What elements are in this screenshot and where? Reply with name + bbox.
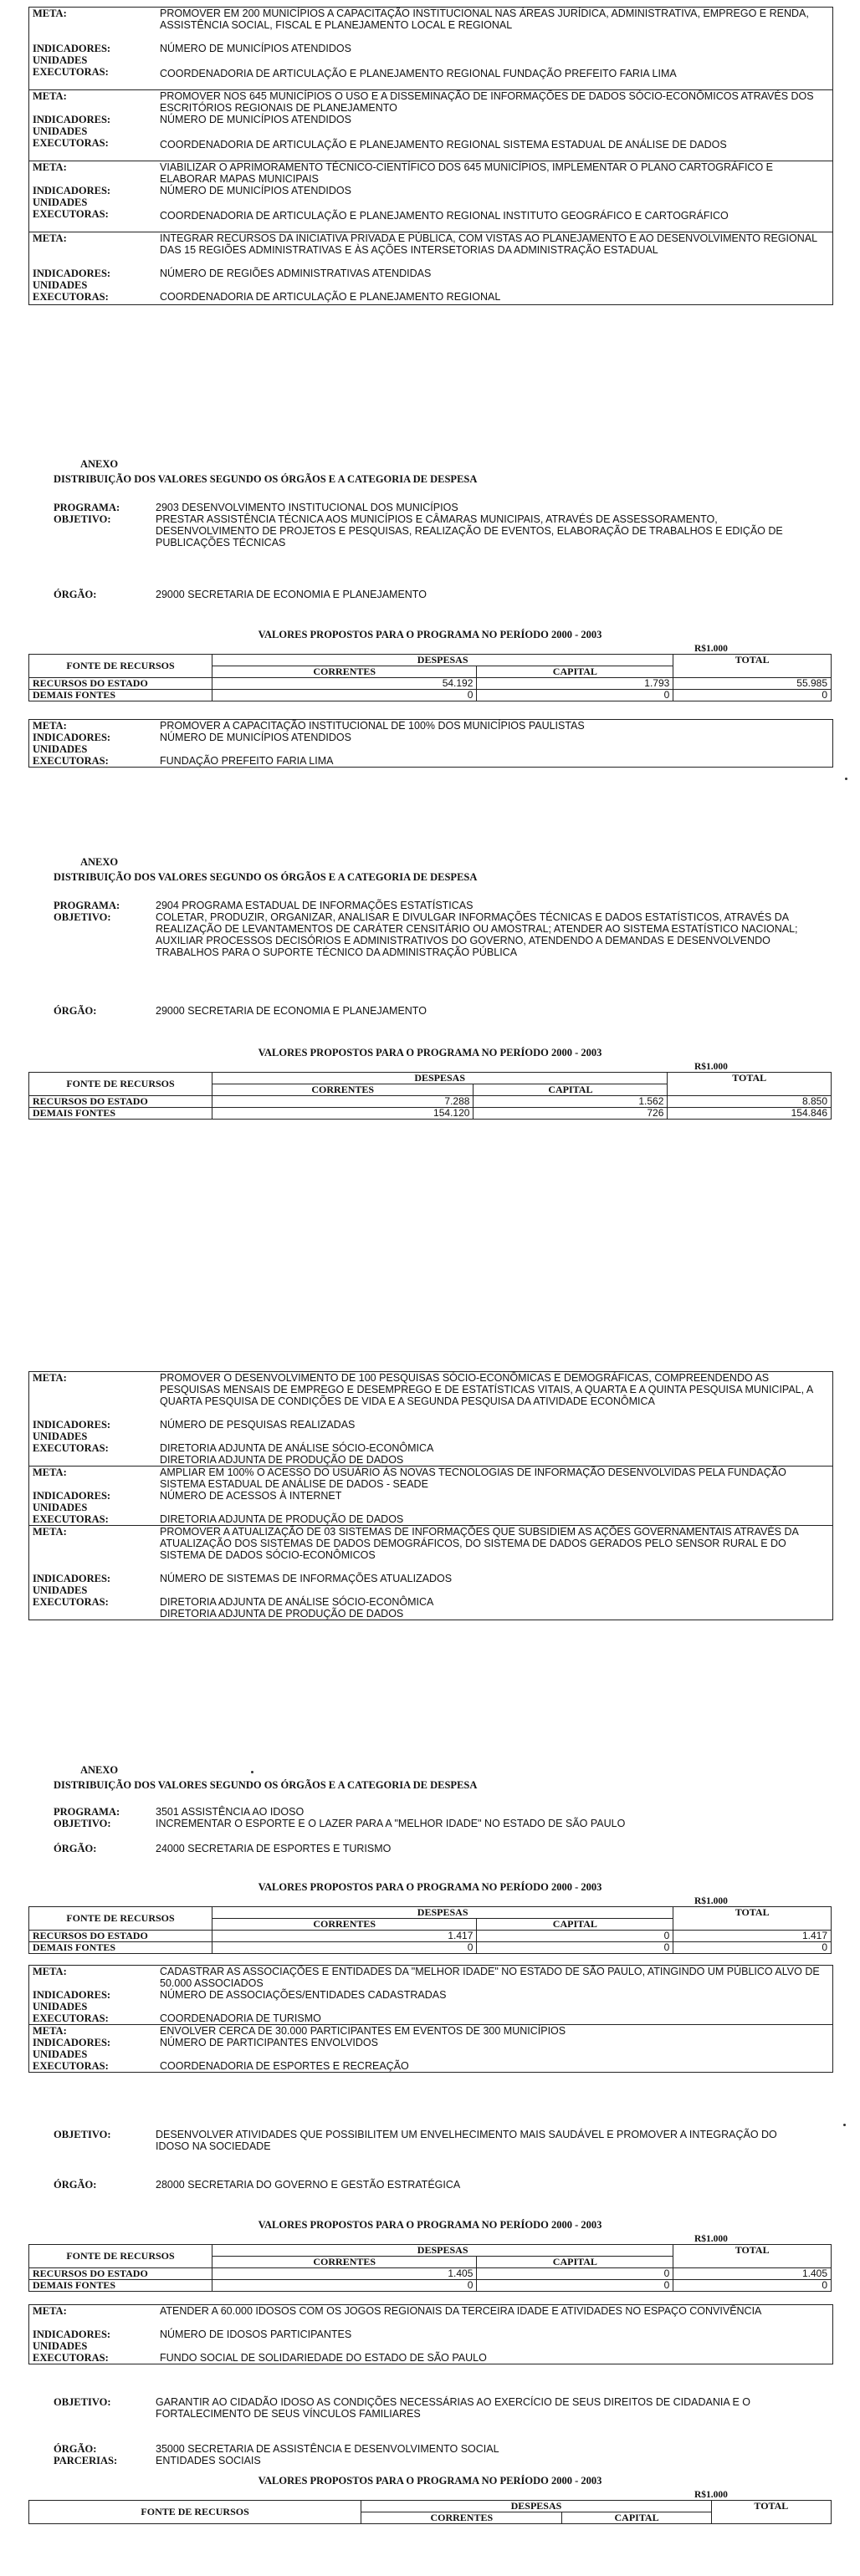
- unidades-label: UNIDADES: [33, 1502, 88, 1513]
- value-cell: 1.405: [212, 2268, 477, 2280]
- anexo-heading: ANEXO: [80, 1764, 119, 1776]
- meta-label: META:: [33, 8, 67, 19]
- orgao-text: 28000 SECRETARIA DO GOVERNO E GESTÃO ESTRATÉGICA: [156, 2179, 461, 2191]
- value-cell: 7.288: [212, 1096, 474, 1108]
- orgao-text: 24000 SECRETARIA DE ESPORTES E TURISMO: [156, 1843, 392, 1854]
- capital-header: CAPITAL: [477, 666, 673, 678]
- fonte-header: FONTE DE RECURSOS: [29, 1907, 212, 1931]
- programa-label: PROGRAMA:: [54, 1806, 120, 1818]
- value-cell: 0: [477, 690, 673, 701]
- despesas-header: DESPESAS: [212, 2245, 673, 2257]
- indicadores-label: INDICADORES:: [33, 268, 111, 279]
- meta-text: PROMOVER A CAPACITAÇÃO INSTITUCIONAL DE 100% DOS MUNICÍPIOS PAULISTAS: [160, 720, 585, 732]
- correntes-header: CORRENTES: [212, 1919, 477, 1931]
- fonte-header: FONTE DE RECURSOS: [29, 2245, 212, 2268]
- indicador-row: [29, 732, 832, 743]
- valores-table: [28, 2244, 832, 2292]
- programa-text: 2904 PROGRAMA ESTADUAL DE INFORMAÇÕES ESTATÍSTICAS: [156, 900, 474, 911]
- valores-table: [28, 1906, 832, 1954]
- parcerias-row: [54, 2455, 806, 2466]
- correntes-header: CORRENTES: [212, 1084, 474, 1096]
- executoras-row: [29, 2060, 832, 2072]
- orgao-label: ÓRGÃO:: [54, 589, 97, 600]
- executoras-text: COORDENADORIA DE ESPORTES E RECREAÇÃO: [160, 2060, 409, 2072]
- indicador-text: NÚMERO DE IDOSOS PARTICIPANTES: [160, 2329, 352, 2340]
- executoras-row: [29, 1596, 832, 1608]
- executoras-label: EXECUTORAS:: [33, 2352, 109, 2364]
- unidades-row: [29, 2001, 832, 2012]
- unidades-label: UNIDADES: [33, 743, 88, 755]
- executoras-text: DIRETORIA ADJUNTA DE PRODUÇÃO DE DADOS: [160, 1608, 404, 1620]
- indicador-text: NÚMERO DE MUNICÍPIOS ATENDIDOS: [160, 43, 351, 54]
- executoras-row: [29, 137, 832, 161]
- unidades-label: UNIDADES: [33, 125, 88, 137]
- unidades-label: UNIDADES: [33, 1584, 88, 1596]
- valores-table: [28, 654, 832, 701]
- objetivo-text: INCREMENTAR O ESPORTE E O LAZER PARA A "MELHOR IDADE" NO ESTADO DE SÃO PAULO: [156, 1818, 626, 1829]
- meta-text: INTEGRAR RECURSOS DA INICIATIVA PRIVADA E PÚBLICA, COM VISTAS AO PLANEJAMENTO E AO DESENVOLVIMENTO REGIONAL DAS 15 REGIÕES ADMINISTRATIVAS E ÀS AÇÕES INTERSETORIAS DA ADMINISTRAÇÃO ESTADUAL: [160, 232, 817, 256]
- meta-text: CADASTRAR AS ASSOCIAÇÕES E ENTIDADES DA "MELHOR IDADE" NO ESTADO DE SÃO PAULO, ATINGINDO UM PÚBLICO ALVO DE 50.000 ASSOCIADOS: [160, 1966, 820, 1989]
- demais-fontes-label: DEMAIS FONTES: [29, 1942, 212, 1954]
- executoras-text: DIRETORIA ADJUNTA DE ANÁLISE SÓCIO-ECONÔMICA: [160, 1442, 434, 1454]
- executoras-row: [29, 2352, 832, 2364]
- executoras-row: [29, 291, 832, 304]
- value-cell: 726: [474, 1108, 668, 1120]
- despesas-header: DESPESAS: [212, 1073, 668, 1084]
- orgao-row: [54, 1005, 806, 1017]
- indicador-text: NÚMERO DE SISTEMAS DE INFORMAÇÕES ATUALIZADOS: [160, 1573, 453, 1584]
- executoras-text: COORDENADORIA DE TURISMO: [160, 2012, 321, 2024]
- demais-fontes-label: DEMAIS FONTES: [29, 2280, 212, 2292]
- demais-fontes-label: DEMAIS FONTES: [29, 690, 212, 701]
- meta-label: META:: [33, 1467, 67, 1478]
- programa-row: [54, 900, 806, 911]
- programa-label: PROGRAMA:: [54, 502, 120, 513]
- meta-row: [29, 2025, 832, 2037]
- rs-unit: R$1.000: [694, 1062, 728, 1072]
- value-cell: 0: [477, 1942, 673, 1954]
- objetivo-text: COLETAR, PRODUZIR, ORGANIZAR, ANALISAR E DIVULGAR INFORMAÇÕES TÉCNICAS E DADOS ESTATÍSTICOS, ATRAVÉS DA REALIZAÇÃO DE LEVANTAMENTOS DE CARÁTER CENSITÁRIO OU AMOSTRAL; ATENDER AO SISTEMA ESTATÍSTICO NACIONAL; AUXILIAR PROCESSOS DECISÓRIOS E ADMINISTRATIVOS DO GOVERNO, ATENDENDO A DEMANDAS E DESENVOLVENDO TRABALHOS PARA O SUPORTE TÉCNICO DA ADMINISTRAÇÃO PÚBLICA: [156, 911, 798, 958]
- objetivo-row: [54, 1818, 806, 1829]
- meta-label: META:: [33, 2025, 67, 2037]
- recursos-estado-label: RECURSOS DO ESTADO: [29, 1096, 212, 1108]
- metas-box-3501: [28, 1965, 833, 2073]
- value-cell: 154.846: [668, 1108, 832, 1120]
- metas-box-2904: [28, 1371, 833, 1620]
- unidades-row: [29, 1431, 832, 1442]
- executoras-text: FUNDAÇÃO PREFEITO FARIA LIMA: [160, 755, 334, 767]
- meta-row: [29, 90, 832, 114]
- objetivo-text: DESENVOLVER ATIVIDADES QUE POSSIBILITEM UM ENVELHECIMENTO MAIS SAUDÁVEL E PROMOVER A INTEGRAÇÃO DO IDOSO NA SOCIEDADE: [156, 2129, 777, 2152]
- recursos-estado-label: RECURSOS DO ESTADO: [29, 2268, 212, 2280]
- executoras-label: EXECUTORAS:: [33, 1596, 109, 1608]
- meta-label: META:: [33, 232, 67, 244]
- objetivo-row: [54, 513, 806, 548]
- scan-speck: [843, 2124, 846, 2126]
- indicador-row: [29, 1989, 832, 2001]
- meta-row: [29, 232, 832, 268]
- executoras-row-2: [29, 1608, 832, 1620]
- orgao-row: [54, 1843, 806, 1854]
- meta-text: ATENDER A 60.000 IDOSOS COM OS JOGOS REGIONAIS DA TERCEIRA IDADE E ATIVIDADES NO ESPAÇO CONVIVÊNCIA: [160, 2305, 762, 2317]
- meta-label: META:: [33, 90, 67, 102]
- executoras-row: [29, 1513, 832, 1525]
- objetivo-label: OBJETIVO:: [54, 513, 111, 525]
- meta-label: META:: [33, 1966, 67, 1977]
- unidades-row: [29, 2340, 832, 2352]
- capital-header: CAPITAL: [477, 1919, 673, 1931]
- meta-text: PROMOVER EM 200 MUNICÍPIOS A CAPACITAÇÃO INSTITUCIONAL NAS ÁREAS JURÍDICA, ADMINISTRATIVA, EMPREGO E RENDA, ASSISTÊNCIA SOCIAL, FISCAL E PLANEJAMENTO LOCAL E REGIONAL: [160, 8, 809, 31]
- meta-label: META:: [33, 1526, 67, 1538]
- total-header: TOTAL: [673, 2245, 832, 2268]
- unidades-row: [29, 125, 832, 137]
- despesas-header: DESPESAS: [212, 1907, 673, 1919]
- scan-speck: [251, 1771, 253, 1773]
- objetivo-text: GARANTIR AO CIDADÃO IDOSO AS CONDIÇÕES NECESSÁRIAS AO EXERCÍCIO DE SEUS DIREITOS DE CIDADANIA E O FORTALECIMENTO DE SEUS VÍNCULOS FAMILIARES: [156, 2396, 751, 2420]
- indicador-text: NÚMERO DE PARTICIPANTES ENVOLVIDOS: [160, 2037, 378, 2048]
- meta-label: META:: [33, 1372, 67, 1384]
- executoras-label: EXECUTORAS:: [33, 66, 109, 78]
- unidades-row: [29, 2048, 832, 2060]
- value-cell: 0: [212, 2280, 477, 2292]
- recursos-estado-label: RECURSOS DO ESTADO: [29, 678, 212, 690]
- indicadores-label: INDICADORES:: [33, 732, 111, 743]
- meta-row: [29, 1966, 832, 1989]
- indicador-text: NÚMERO DE PESQUISAS REALIZADAS: [160, 1419, 356, 1431]
- anexo-heading: ANEXO: [80, 856, 119, 868]
- indicadores-label: INDICADORES:: [33, 185, 111, 196]
- value-cell: 8.850: [668, 1096, 832, 1108]
- meta-row: [29, 720, 832, 732]
- valores-propostos-title: VALORES PROPOSTOS PARA O PROGRAMA NO PERÍODO 2000 - 2003: [258, 1881, 602, 1893]
- despesas-header: DESPESAS: [212, 655, 673, 666]
- meta-label: META:: [33, 161, 67, 173]
- unidades-row: [29, 1584, 832, 1596]
- total-header: TOTAL: [673, 1907, 832, 1931]
- indicadores-label: INDICADORES:: [33, 2037, 111, 2048]
- orgao-text: 29000 SECRETARIA DE ECONOMIA E PLANEJAMENTO: [156, 589, 427, 600]
- capital-header: CAPITAL: [477, 2257, 673, 2268]
- meta-row: [29, 8, 832, 43]
- objetivo-row: [54, 911, 806, 958]
- valores-propostos-title: VALORES PROPOSTOS PARA O PROGRAMA NO PERÍODO 2000 - 2003: [258, 2219, 602, 2231]
- distribuicao-heading: DISTRIBUIÇÃO DOS VALORES SEGUNDO OS ÓRGÃOS E A CATEGORIA DE DESPESA: [54, 871, 478, 883]
- indicador-row: [29, 114, 832, 125]
- executoras-row: [29, 1442, 832, 1454]
- indicadores-label: INDICADORES:: [33, 43, 111, 54]
- scan-speck: [845, 778, 847, 780]
- rs-unit: R$1.000: [694, 2490, 728, 2500]
- executoras-row: [29, 2012, 832, 2024]
- meta-text: AMPLIAR EM 100% O ACESSO DO USUÁRIO ÀS NOVAS TECNOLOGIAS DE INFORMAÇÃO DESENVOLVIDAS PELA FUNDAÇÃO SISTEMA ESTADUAL DE ANÁLISE DE DADOS - SEADE: [160, 1467, 786, 1490]
- meta-row: [29, 161, 832, 185]
- executoras-label: EXECUTORAS:: [33, 2012, 109, 2024]
- indicadores-label: INDICADORES:: [33, 1419, 111, 1431]
- recursos-estado-label: RECURSOS DO ESTADO: [29, 1931, 212, 1942]
- indicador-text: NÚMERO DE MUNICÍPIOS ATENDIDOS: [160, 185, 351, 196]
- objetivo-row: [54, 2129, 806, 2152]
- rs-unit: R$1.000: [694, 1896, 728, 1906]
- orgao-label: ÓRGÃO:: [54, 1843, 97, 1854]
- executoras-label: EXECUTORAS:: [33, 137, 109, 149]
- indicador-text: NÚMERO DE REGIÕES ADMINISTRATIVAS ATENDIDAS: [160, 268, 432, 279]
- indicador-text: NÚMERO DE MUNICÍPIOS ATENDIDOS: [160, 114, 351, 125]
- objetivo-text: PRESTAR ASSISTÊNCIA TÉCNICA AOS MUNICÍPIOS E CÂMARAS MUNICIPAIS, ATRAVÉS DE ASSESSORAMENTO, DESENVOLVIMENTO DE PROJETOS E PESQUISAS, REALIZAÇÃO DE EVENTOS, ELABORAÇÃO DE TRABALHOS E EDIÇÃO DE PUBLICAÇÕES TÉCNICAS: [156, 513, 783, 548]
- indicadores-label: INDICADORES:: [33, 1989, 111, 2001]
- indicador-row: [29, 268, 832, 279]
- unidades-row: [29, 743, 832, 755]
- value-cell: 1.793: [477, 678, 673, 690]
- value-cell: 0: [673, 1942, 832, 1954]
- value-cell: 1.405: [673, 2268, 832, 2280]
- indicador-row: [29, 2329, 832, 2340]
- executoras-text: DIRETORIA ADJUNTA DE PRODUÇÃO DE DADOS: [160, 1513, 404, 1525]
- value-cell: 54.192: [212, 678, 477, 690]
- meta-row: [29, 1372, 832, 1419]
- executoras-row-2: [29, 1454, 832, 1466]
- unidades-label: UNIDADES: [33, 54, 88, 66]
- value-cell: 0: [673, 2280, 832, 2292]
- value-cell: 0: [212, 1942, 477, 1954]
- indicadores-label: INDICADORES:: [33, 2329, 111, 2340]
- value-cell: 0: [477, 2268, 673, 2280]
- meta-row: [29, 1526, 832, 1573]
- indicadores-label: INDICADORES:: [33, 1490, 111, 1502]
- meta-label: META:: [33, 720, 67, 732]
- total-header: TOTAL: [673, 655, 832, 678]
- orgao-label: ÓRGÃO:: [54, 2179, 97, 2191]
- meta-label: META:: [33, 2305, 67, 2317]
- executoras-text: COORDENADORIA DE ARTICULAÇÃO E PLANEJAMENTO REGIONAL FUNDAÇÃO PREFEITO FARIA LIMA: [160, 68, 677, 79]
- demais-fontes-label: DEMAIS FONTES: [29, 1108, 212, 1120]
- value-cell: 0: [477, 2280, 673, 2292]
- indicador-row: [29, 1573, 832, 1584]
- anexo-heading: ANEXO: [80, 458, 119, 470]
- executoras-row: [29, 755, 832, 767]
- executoras-label: EXECUTORAS:: [33, 1513, 109, 1525]
- unidades-label: UNIDADES: [33, 1431, 88, 1442]
- fonte-header: FONTE DE RECURSOS: [29, 655, 212, 678]
- indicadores-label: INDICADORES:: [33, 1573, 111, 1584]
- indicador-text: NÚMERO DE ACESSOS À INTERNET: [160, 1490, 342, 1502]
- rs-unit: R$1.000: [694, 2234, 728, 2244]
- executoras-row: [29, 66, 832, 89]
- executoras-text: COORDENADORIA DE ARTICULAÇÃO E PLANEJAMENTO REGIONAL SISTEMA ESTADUAL DE ANÁLISE DE DADOS: [160, 139, 727, 150]
- valores-table: [28, 1072, 832, 1120]
- value-cell: 0: [673, 690, 832, 701]
- meta-text: PROMOVER O DESENVOLVIMENTO DE 100 PESQUISAS SÓCIO-ECONÔMICAS E DEMOGRÁFICAS, COMPREENDENDO AS PESQUISAS MENSAIS DE EMPREGO E DESEMPREGO E DE ESTATÍSTICAS VITAIS, A QUARTA E A QUINTA PESQUISA MUNICIPAL, A QUARTA PESQUISA DE CONDIÇÕES DE VIDA E A SEGUNDA PESQUISA DA ATIVIDADE ECONÔMICA: [160, 1372, 813, 1407]
- unidades-row: [29, 54, 832, 66]
- orgao-row: [54, 2443, 806, 2455]
- value-cell: 0: [212, 690, 477, 701]
- indicador-row: [29, 185, 832, 196]
- capital-header: CAPITAL: [562, 2512, 711, 2524]
- executoras-label: EXECUTORAS:: [33, 755, 109, 767]
- meta-text: PROMOVER NOS 645 MUNICÍPIOS O USO E A DISSEMINAÇÃO DE INFORMAÇÕES DE DADOS SÓCIO-ECONÔMICOS ATRAVÉS DOS ESCRITÓRIOS REGIONAIS DE PLANEJAMENTO: [160, 90, 814, 114]
- unidades-label: UNIDADES: [33, 279, 88, 291]
- distribuicao-heading: DISTRIBUIÇÃO DOS VALORES SEGUNDO OS ÓRGÃOS E A CATEGORIA DE DESPESA: [54, 1779, 478, 1791]
- rs-unit: R$1.000: [694, 644, 728, 654]
- orgao-row: [54, 2179, 806, 2191]
- correntes-header: CORRENTES: [361, 2512, 562, 2524]
- value-cell: 1.417: [212, 1931, 477, 1942]
- indicador-text: NÚMERO DE ASSOCIAÇÕES/ENTIDADES CADASTRADAS: [160, 1989, 447, 2001]
- correntes-header: CORRENTES: [212, 2257, 477, 2268]
- fonte-header: FONTE DE RECURSOS: [29, 1073, 212, 1096]
- executoras-label: EXECUTORAS:: [33, 208, 109, 220]
- fonte-header: FONTE DE RECURSOS: [29, 2501, 361, 2524]
- value-cell: 1.417: [673, 1931, 832, 1942]
- metas-box-1: [28, 7, 833, 305]
- valores-propostos-title: VALORES PROPOSTOS PARA O PROGRAMA NO PERÍODO 2000 - 2003: [258, 629, 602, 640]
- indicador-row: [29, 43, 832, 54]
- indicadores-label: INDICADORES:: [33, 114, 111, 125]
- executoras-label: EXECUTORAS:: [33, 1442, 109, 1454]
- valores-propostos-title: VALORES PROPOSTOS PARA O PROGRAMA NO PERÍODO 2000 - 2003: [258, 2475, 602, 2487]
- meta-text: ENVOLVER CERCA DE 30.000 PARTICIPANTES EM EVENTOS DE 300 MUNICÍPIOS: [160, 2025, 566, 2037]
- executoras-label: EXECUTORAS:: [33, 291, 109, 303]
- executoras-text: DIRETORIA ADJUNTA DE ANÁLISE SÓCIO-ECONÔMICA: [160, 1596, 434, 1608]
- unidades-row: [29, 1502, 832, 1513]
- orgao-label: ÓRGÃO:: [54, 2443, 97, 2455]
- objetivo-label: OBJETIVO:: [54, 2129, 111, 2140]
- objetivo-label: OBJETIVO:: [54, 911, 111, 923]
- metas-box-3501-b: [28, 2304, 833, 2364]
- parcerias-text: ENTIDADES SOCIAIS: [156, 2455, 261, 2466]
- correntes-header: CORRENTES: [212, 666, 477, 678]
- despesas-header: DESPESAS: [361, 2501, 712, 2512]
- meta-text: VIABILIZAR O APRIMORAMENTO TÉCNICO-CIENTÍFICO DOS 645 MUNICÍPIOS, IMPLEMENTAR O PLANO CARTOGRÁFICO E ELABORAR MAPAS MUNICIPAIS: [160, 161, 773, 185]
- value-cell: 154.120: [212, 1108, 474, 1120]
- executoras-text: FUNDO SOCIAL DE SOLIDARIEDADE DO ESTADO DE SÃO PAULO: [160, 2352, 487, 2364]
- indicador-row: [29, 2037, 832, 2048]
- unidades-row: [29, 196, 832, 208]
- programa-row: [54, 1806, 806, 1818]
- indicador-row: [29, 1490, 832, 1502]
- unidades-label: UNIDADES: [33, 2340, 88, 2352]
- meta-row: [29, 1467, 832, 1490]
- executoras-text: DIRETORIA ADJUNTA DE PRODUÇÃO DE DADOS: [160, 1454, 404, 1466]
- orgao-text: 35000 SECRETARIA DE ASSISTÊNCIA E DESENVOLVIMENTO SOCIAL: [156, 2443, 499, 2455]
- parcerias-label: PARCERIAS:: [54, 2455, 118, 2466]
- indicador-row: [29, 1419, 832, 1431]
- executoras-text: COORDENADORIA DE ARTICULAÇÃO E PLANEJAMENTO REGIONAL INSTITUTO GEOGRÁFICO E CARTOGRÁFICO: [160, 210, 729, 222]
- objetivo-label: OBJETIVO:: [54, 2396, 111, 2408]
- orgao-label: ÓRGÃO:: [54, 1005, 97, 1017]
- executoras-text: COORDENADORIA DE ARTICULAÇÃO E PLANEJAMENTO REGIONAL: [160, 291, 501, 303]
- indicador-text: NÚMERO DE MUNICÍPIOS ATENDIDOS: [160, 732, 351, 743]
- meta-text: PROMOVER A ATUALIZAÇÃO DE 03 SISTEMAS DE INFORMAÇÕES QUE SUBSIDIEM AS AÇÕES GOVERNAMENTAIS ATRAVÉS DA ATUALIZAÇÃO DOS SISTEMAS DE DADOS DEMOGRÁFICOS, DO SISTEMA DE DADOS GERADOS PELO SENSOR RURAL E DO SISTEMA DE DADOS SÓCIO-ECONÔMICOS: [160, 1526, 799, 1561]
- metas-box-2903: [28, 719, 833, 768]
- objetivo-row: [54, 2396, 806, 2420]
- programa-text: 2903 DESENVOLVIMENTO INSTITUCIONAL DOS MUNICÍPIOS: [156, 502, 458, 513]
- unidades-row: [29, 279, 832, 291]
- valores-table: [28, 2500, 832, 2524]
- objetivo-label: OBJETIVO:: [54, 1818, 111, 1829]
- value-cell: 0: [477, 1931, 673, 1942]
- meta-row: [29, 2305, 832, 2329]
- unidades-label: UNIDADES: [33, 2001, 88, 2012]
- distribuicao-heading: DISTRIBUIÇÃO DOS VALORES SEGUNDO OS ÓRGÃOS E A CATEGORIA DE DESPESA: [54, 473, 478, 485]
- value-cell: 55.985: [673, 678, 832, 690]
- programa-row: [54, 502, 806, 513]
- unidades-label: UNIDADES: [33, 2048, 88, 2060]
- orgao-text: 29000 SECRETARIA DE ECONOMIA E PLANEJAMENTO: [156, 1005, 427, 1017]
- executoras-label: EXECUTORAS:: [33, 2060, 109, 2072]
- programa-label: PROGRAMA:: [54, 900, 120, 911]
- executoras-row: [29, 208, 832, 232]
- orgao-row: [54, 589, 806, 600]
- unidades-label: UNIDADES: [33, 196, 88, 208]
- total-header: TOTAL: [668, 1073, 832, 1096]
- programa-text: 3501 ASSISTÊNCIA AO IDOSO: [156, 1806, 305, 1818]
- capital-header: CAPITAL: [474, 1084, 668, 1096]
- value-cell: 1.562: [474, 1096, 668, 1108]
- valores-propostos-title: VALORES PROPOSTOS PARA O PROGRAMA NO PERÍODO 2000 - 2003: [258, 1047, 602, 1058]
- total-header: TOTAL: [711, 2501, 831, 2524]
